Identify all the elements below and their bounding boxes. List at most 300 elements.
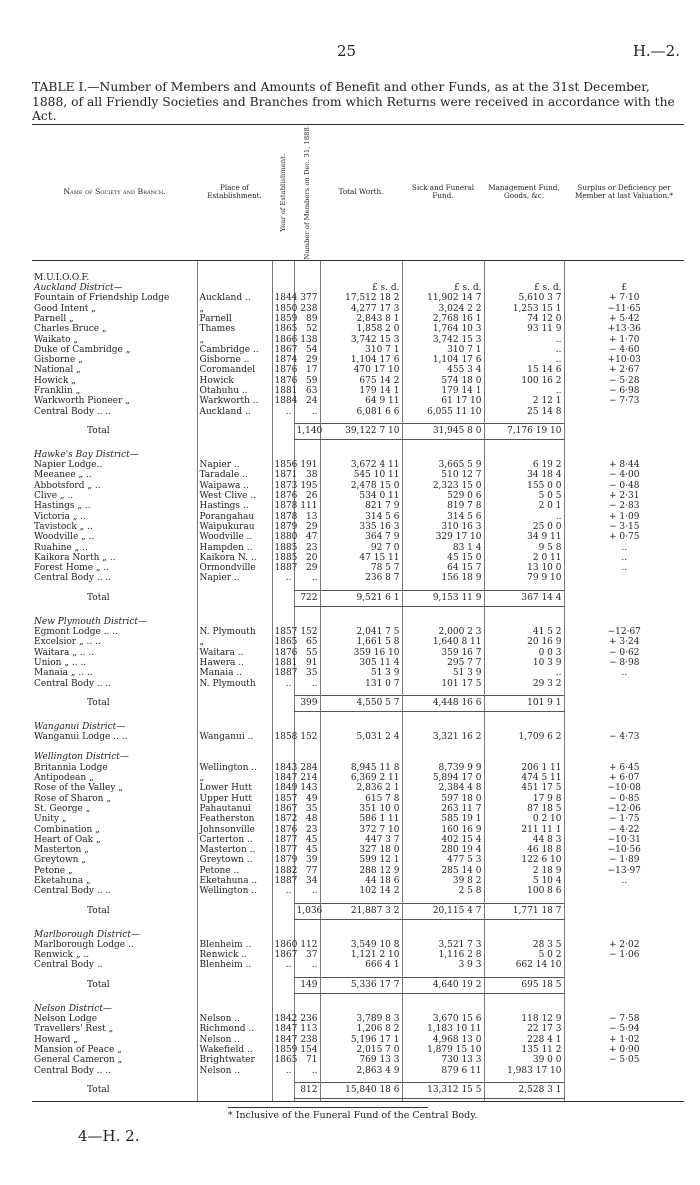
management-cell: 5,610 3 7 [484,293,564,303]
branch-name: Central Body .. .. [34,406,112,417]
page-number: 25 [337,42,357,60]
branch-name: Mansion of Peace „ [34,1044,122,1055]
year-cell: 1876 [272,824,294,834]
members-cell: 23 [294,543,320,553]
document-code: H.—2. [632,42,680,60]
branch-name: Gisborne „ [34,355,83,366]
total-sick-cell: 13,312 15 5 [402,1082,484,1098]
table-row [32,396,684,406]
sick-fund-cell: 314 5 6 [402,512,484,522]
management-cell: 100 16 2 [484,376,564,386]
branch-name: Union „ .. .. [34,657,87,668]
surplus-cell: − 0·48 [564,481,684,491]
table-row [32,732,684,742]
surplus-cell: .. [564,876,684,886]
sick-fund-cell: 6,055 11 10 [402,407,484,417]
total-sick-cell: 4,448 16 6 [402,695,484,711]
branch-name: Excelsior „ .. .. [34,637,101,648]
total-place-cell [197,590,272,606]
place-cell: Renwick .. [197,950,272,960]
sick-fund-cell: 5,894 17 0 [402,773,484,783]
members-cell: 91 [294,658,320,668]
year-cell: 1842 [272,1014,294,1024]
sick-fund-cell: 1,116 2 8 [402,950,484,960]
table-row [32,491,684,501]
year-cell: 1850 [272,304,294,314]
year-cell: 1877 [272,845,294,855]
management-cell: .. [484,345,564,355]
sick-fund-cell: 477 5 3 [402,855,484,865]
management-cell: 2 0 11 [484,553,564,563]
surplus-cell: + 0·75 [564,532,684,542]
total-worth-cell: 6,369 2 11 [320,773,402,783]
sick-fund-cell: 1,183 10 11 [402,1024,484,1034]
members-cell: .. [294,678,320,688]
year-cell: 1881 [272,658,294,668]
table-row [32,783,684,793]
members-cell: .. [294,960,320,970]
place-cell: Featherston [197,814,272,824]
total-label: Total [87,905,110,916]
sick-fund-cell: 83 1 4 [402,543,484,553]
management-cell: 662 14 10 [484,960,564,970]
sick-fund-cell: 160 16 9 [402,824,484,834]
place-cell: Kaikora N. .. [197,553,272,563]
place-cell: Richmond .. [197,1024,272,1034]
total-sick-cell: 31,945 8 0 [402,423,484,439]
year-cell: 1876 [272,648,294,658]
total-place-cell [197,903,272,919]
total-worth-total-cell: 4,550 5 7 [320,695,402,711]
col-header-surplus: Surplus or Deficiency per Member at last Valuation.* [564,125,684,261]
branch-name: Parnell „ [34,313,74,324]
place-cell: Woodville .. [197,532,272,542]
total-worth-cell: 179 14 1 [320,386,402,396]
members-cell: 284 [294,763,320,773]
sick-fund-cell: 329 17 10 [402,532,484,542]
management-cell: 100 8 6 [484,886,564,896]
place-cell: Wanganui .. [197,732,272,742]
total-year-cell [272,1082,294,1098]
place-cell: Greytown .. [197,855,272,865]
management-cell: 228 4 1 [484,1035,564,1045]
branch-name: St. George „ [34,803,91,814]
branch-name: Marlborough Lodge .. [34,939,134,950]
year-cell: .. [272,678,294,688]
district-title: Marlborough District— [34,929,141,940]
management-cell: 9 5 8 [484,543,564,553]
place-cell: Lower Hutt [197,783,272,793]
col-header-place: Place of Establishment. [197,125,272,261]
members-cell: 65 [294,637,320,647]
total-worth-cell: 1,121 2 10 [320,950,402,960]
branch-name: Waitara „ .. .. [34,647,95,658]
branch-name: Good Intent „ [34,303,96,314]
total-worth-cell: 359 16 10 [320,648,402,658]
page-signature: 4—H. 2. [78,1127,140,1145]
sick-fund-cell: 2 5 8 [402,886,484,896]
branch-name: Unity „ [34,814,67,825]
col-header-name: Name of Society and Branch. [32,125,197,261]
sick-fund-cell: 8,739 9 9 [402,763,484,773]
year-cell: 1857 [272,794,294,804]
branch-name: Kaikora North „ .. [34,552,116,563]
sick-fund-cell: 61 17 10 [402,396,484,406]
members-cell: 112 [294,940,320,950]
district-row [32,1004,684,1014]
col-header-management: Management Fund, Goods, &c. [484,125,564,261]
members-cell: 238 [294,1035,320,1045]
year-cell: 1849 [272,783,294,793]
district-row [32,930,684,940]
management-cell: 5 0 2 [484,950,564,960]
sick-fund-cell: 3,670 15 6 [402,1014,484,1024]
total-management-cell: 695 18 5 [484,977,564,993]
branch-name: Forest Home „ .. [34,563,110,574]
branch-name: Meeanee „ .. [34,470,92,481]
year-cell: .. [272,573,294,583]
table-row [32,637,684,647]
table-row [32,314,684,324]
branch-name: Charles Bruce „ [34,324,107,335]
year-cell: 1876 [272,376,294,386]
table-row [32,376,684,386]
table-row [32,648,684,658]
year-cell: .. [272,1066,294,1076]
branch-name: Hastings „ .. [34,501,91,512]
branch-name: Central Body .. .. [34,678,112,689]
surplus-cell: − 7·58 [564,1014,684,1024]
total-worth-cell: 4,277 17 3 [320,304,402,314]
surplus-cell [564,1066,684,1076]
members-cell: 138 [294,334,320,344]
year-cell: 1878 [272,512,294,522]
total-worth-cell: 236 8 7 [320,573,402,583]
members-cell: 111 [294,501,320,511]
members-cell: 52 [294,324,320,334]
year-cell: 1887 [272,876,294,886]
branch-name: Fountain of Friendship Lodge [34,293,170,304]
year-cell: 1858 [272,732,294,742]
surplus-cell: −12·06 [564,804,684,814]
branch-name: Petone „ [34,865,73,876]
table-row [32,866,684,876]
table-row [32,501,684,511]
surplus-cell: +13·36 [564,324,684,334]
place-cell: Parnell [197,314,272,324]
table-row [32,532,684,542]
sick-fund-cell: 2,000 2 3 [402,627,484,637]
district-row [32,752,684,762]
management-cell: 20 16 9 [484,637,564,647]
surplus-cell: + 2·67 [564,365,684,375]
sick-fund-cell: 1,879 15 10 [402,1045,484,1055]
spacer-row [32,711,684,722]
year-cell: 1879 [272,522,294,532]
total-row [32,695,684,711]
members-cell: 39 [294,855,320,865]
total-row [32,1082,684,1098]
management-cell: 15 14 6 [484,365,564,375]
table-row [32,845,684,855]
unit-label: £ s. d. [320,283,402,293]
total-worth-cell: 288 12 9 [320,866,402,876]
table-row [32,334,684,344]
sick-fund-cell: 45 15 0 [402,553,484,563]
table-row [32,1035,684,1045]
management-cell: 211 11 1 [484,824,564,834]
table-row [32,470,684,480]
total-worth-cell: 102 14 2 [320,886,402,896]
branch-name: General Cameron „ [34,1055,123,1066]
table-row [32,553,684,563]
surplus-cell: − 5·05 [564,1055,684,1065]
spacer-row [32,606,684,617]
sick-fund-cell: 529 0 6 [402,491,484,501]
sick-fund-cell: 4,968 13 0 [402,1035,484,1045]
place-cell: Waitara .. [197,648,272,658]
management-cell: 17 9 8 [484,794,564,804]
table-row [32,481,684,491]
members-cell: 59 [294,376,320,386]
table-row [32,355,684,365]
total-worth-cell: 666 4 1 [320,960,402,970]
surplus-cell: −10·31 [564,835,684,845]
total-worth-cell: 335 16 3 [320,522,402,532]
total-members-cell: 1,140 [294,423,320,439]
table-row [32,1055,684,1065]
sick-fund-cell: 730 13 3 [402,1055,484,1065]
members-cell: 29 [294,563,320,573]
total-sick-cell: 20,115 4 7 [402,903,484,919]
district-row [32,283,684,293]
management-cell: 122 6 10 [484,855,564,865]
total-members-cell: 149 [294,977,320,993]
total-worth-cell: 675 14 2 [320,376,402,386]
surplus-cell: +10·03 [564,355,684,365]
place-cell: N. Plymouth [197,678,272,688]
branch-name: Egmont Lodge .. .. [34,627,118,638]
total-label: Total [87,593,110,604]
branch-name: Britannia Lodge [34,762,108,773]
total-worth-cell: 5,196 17 1 [320,1035,402,1045]
total-worth-cell: 131 0 7 [320,678,402,688]
place-cell: Waipukurau [197,522,272,532]
total-label: Total [87,698,110,709]
total-surplus-cell [564,1082,684,1098]
surplus-cell: −10·56 [564,845,684,855]
place-cell: Wakefield .. [197,1045,272,1055]
year-cell: 1867 [272,804,294,814]
total-worth-cell: 47 15 11 [320,553,402,563]
place-cell: Coromandel [197,365,272,375]
total-worth-cell: 310 7 1 [320,345,402,355]
management-cell: 25 0 0 [484,522,564,532]
place-cell: „ [197,637,272,647]
table-row [32,804,684,814]
members-cell: 377 [294,293,320,303]
total-worth-total-cell: 39,122 7 10 [320,423,402,439]
total-worth-cell: 821 7 9 [320,501,402,511]
surplus-cell [564,678,684,688]
surplus-cell: + 2·02 [564,940,684,950]
total-worth-cell: 2,843 8 1 [320,314,402,324]
district-title: Wellington District— [34,752,129,763]
place-cell: Eketahuna .. [197,876,272,886]
place-cell: Masterton .. [197,845,272,855]
surplus-cell: + 3·24 [564,637,684,647]
members-cell: 45 [294,845,320,855]
surplus-cell: − 4·60 [564,345,684,355]
total-management-cell: 1,771 18 7 [484,903,564,919]
total-members-cell: 1,036 [294,903,320,919]
spacer-row [32,742,684,752]
members-cell: 195 [294,481,320,491]
surplus-cell: + 6·45 [564,763,684,773]
total-place-cell [197,695,272,711]
place-cell: Nelson .. [197,1014,272,1024]
total-worth-cell: 2,478 15 0 [320,481,402,491]
members-cell: 38 [294,470,320,480]
total-worth-cell: 3,789 8 3 [320,1014,402,1024]
sick-fund-cell: 455 3 4 [402,365,484,375]
sick-fund-cell: 2,323 15 0 [402,481,484,491]
surplus-cell: − 1·06 [564,950,684,960]
surplus-cell: −11·65 [564,304,684,314]
spacer-row [32,993,684,1004]
year-cell: 1859 [272,1045,294,1055]
total-year-cell [272,695,294,711]
total-row [32,977,684,993]
year-cell: 1873 [272,481,294,491]
total-worth-cell: 78 5 7 [320,563,402,573]
total-worth-cell: 586 1 11 [320,814,402,824]
year-cell: 1887 [272,563,294,573]
total-worth-cell: 64 9 11 [320,396,402,406]
management-cell: 1,709 6 2 [484,732,564,742]
table-row [32,773,684,783]
place-cell: Petone .. [197,866,272,876]
branch-name: Duke of Cambridge „ [34,344,131,355]
place-cell: Blenheim .. [197,960,272,970]
total-worth-cell: 2,041 7 5 [320,627,402,637]
total-year-cell [272,423,294,439]
table-row [32,876,684,886]
management-cell: 2 18 9 [484,866,564,876]
sick-fund-cell: 597 18 0 [402,794,484,804]
total-row [32,903,684,919]
branch-name: Franklin „ [34,386,81,396]
management-cell: 22 17 3 [484,1024,564,1034]
members-cell: 17 [294,365,320,375]
district-row [32,450,684,460]
surplus-cell: + 6·07 [564,773,684,783]
surplus-cell: − 4·00 [564,470,684,480]
sick-fund-cell: 101 17 5 [402,678,484,688]
place-cell: Auckland .. [197,407,272,417]
surplus-cell: −10·08 [564,783,684,793]
management-cell: 25 14 8 [484,407,564,417]
year-cell: 1882 [272,866,294,876]
sick-fund-cell: 3,742 15 3 [402,334,484,344]
total-place-cell [197,1082,272,1098]
management-cell: 0 0 3 [484,648,564,658]
place-cell: Wellington .. [197,886,272,896]
year-cell: 1865 [272,637,294,647]
table-row [32,1024,684,1034]
place-cell: Pahautanui [197,804,272,814]
total-worth-total-cell: 5,336 17 7 [320,977,402,993]
year-cell: 1879 [272,855,294,865]
surplus-cell: − 8·98 [564,658,684,668]
total-label: Total [87,1085,110,1096]
place-cell: Cambridge .. [197,345,272,355]
surplus-cell: + 0·90 [564,1045,684,1055]
surplus-cell: − 4·22 [564,824,684,834]
management-cell: 0 2 10 [484,814,564,824]
members-cell: 45 [294,835,320,845]
district-title: Wanganui District— [34,721,126,732]
management-cell: 13 10 0 [484,563,564,573]
branch-name: Eketahuna „ [34,875,91,886]
branch-name: Howard „ [34,1034,78,1045]
surplus-cell: .. [564,553,684,563]
place-cell: Howick [197,376,272,386]
place-cell: Otahuhu .. [197,386,272,396]
sick-fund-cell: 3,665 5 9 [402,460,484,470]
branch-name: Masterton „ [34,845,89,856]
branch-name: Rose of Sharon „ [34,793,111,804]
members-cell: 77 [294,866,320,876]
sick-fund-cell: 64 15 7 [402,563,484,573]
total-worth-cell: 3,742 15 3 [320,334,402,344]
sick-fund-cell: 280 19 4 [402,845,484,855]
table-row [32,304,684,314]
management-cell: 93 11 9 [484,324,564,334]
place-cell: Taradale .. [197,470,272,480]
members-cell: 49 [294,794,320,804]
management-cell: 74 12 0 [484,314,564,324]
members-cell: 37 [294,950,320,960]
sick-fund-cell: 310 7 1 [402,345,484,355]
unit-label: £ s. d. [484,283,564,293]
total-surplus-cell [564,903,684,919]
branch-name: Renwick „ .. [34,950,90,961]
members-cell: 214 [294,773,320,783]
branch-name: Woodville „ .. [34,532,95,543]
members-cell: 29 [294,355,320,365]
branch-name: Central Body .. [34,960,103,971]
total-management-cell: 367 14 4 [484,590,564,606]
district-title: Hawke's Bay District— [34,449,139,460]
surplus-cell: + 5·42 [564,314,684,324]
total-worth-cell: 1,206 8 2 [320,1024,402,1034]
surplus-cell: − 6·98 [564,386,684,396]
management-cell: 6 19 2 [484,460,564,470]
year-cell: 1867 [272,950,294,960]
table-row [32,960,684,970]
total-worth-cell: 447 3 7 [320,835,402,845]
table-row [32,824,684,834]
members-cell: .. [294,1066,320,1076]
management-cell: 2 12 1 [484,396,564,406]
surplus-cell: − 2·83 [564,501,684,511]
surplus-cell [564,573,684,583]
total-worth-cell: 44 18 6 [320,876,402,886]
table-row [32,950,684,960]
table-row [32,407,684,417]
district-title: Nelson District— [34,1003,112,1014]
